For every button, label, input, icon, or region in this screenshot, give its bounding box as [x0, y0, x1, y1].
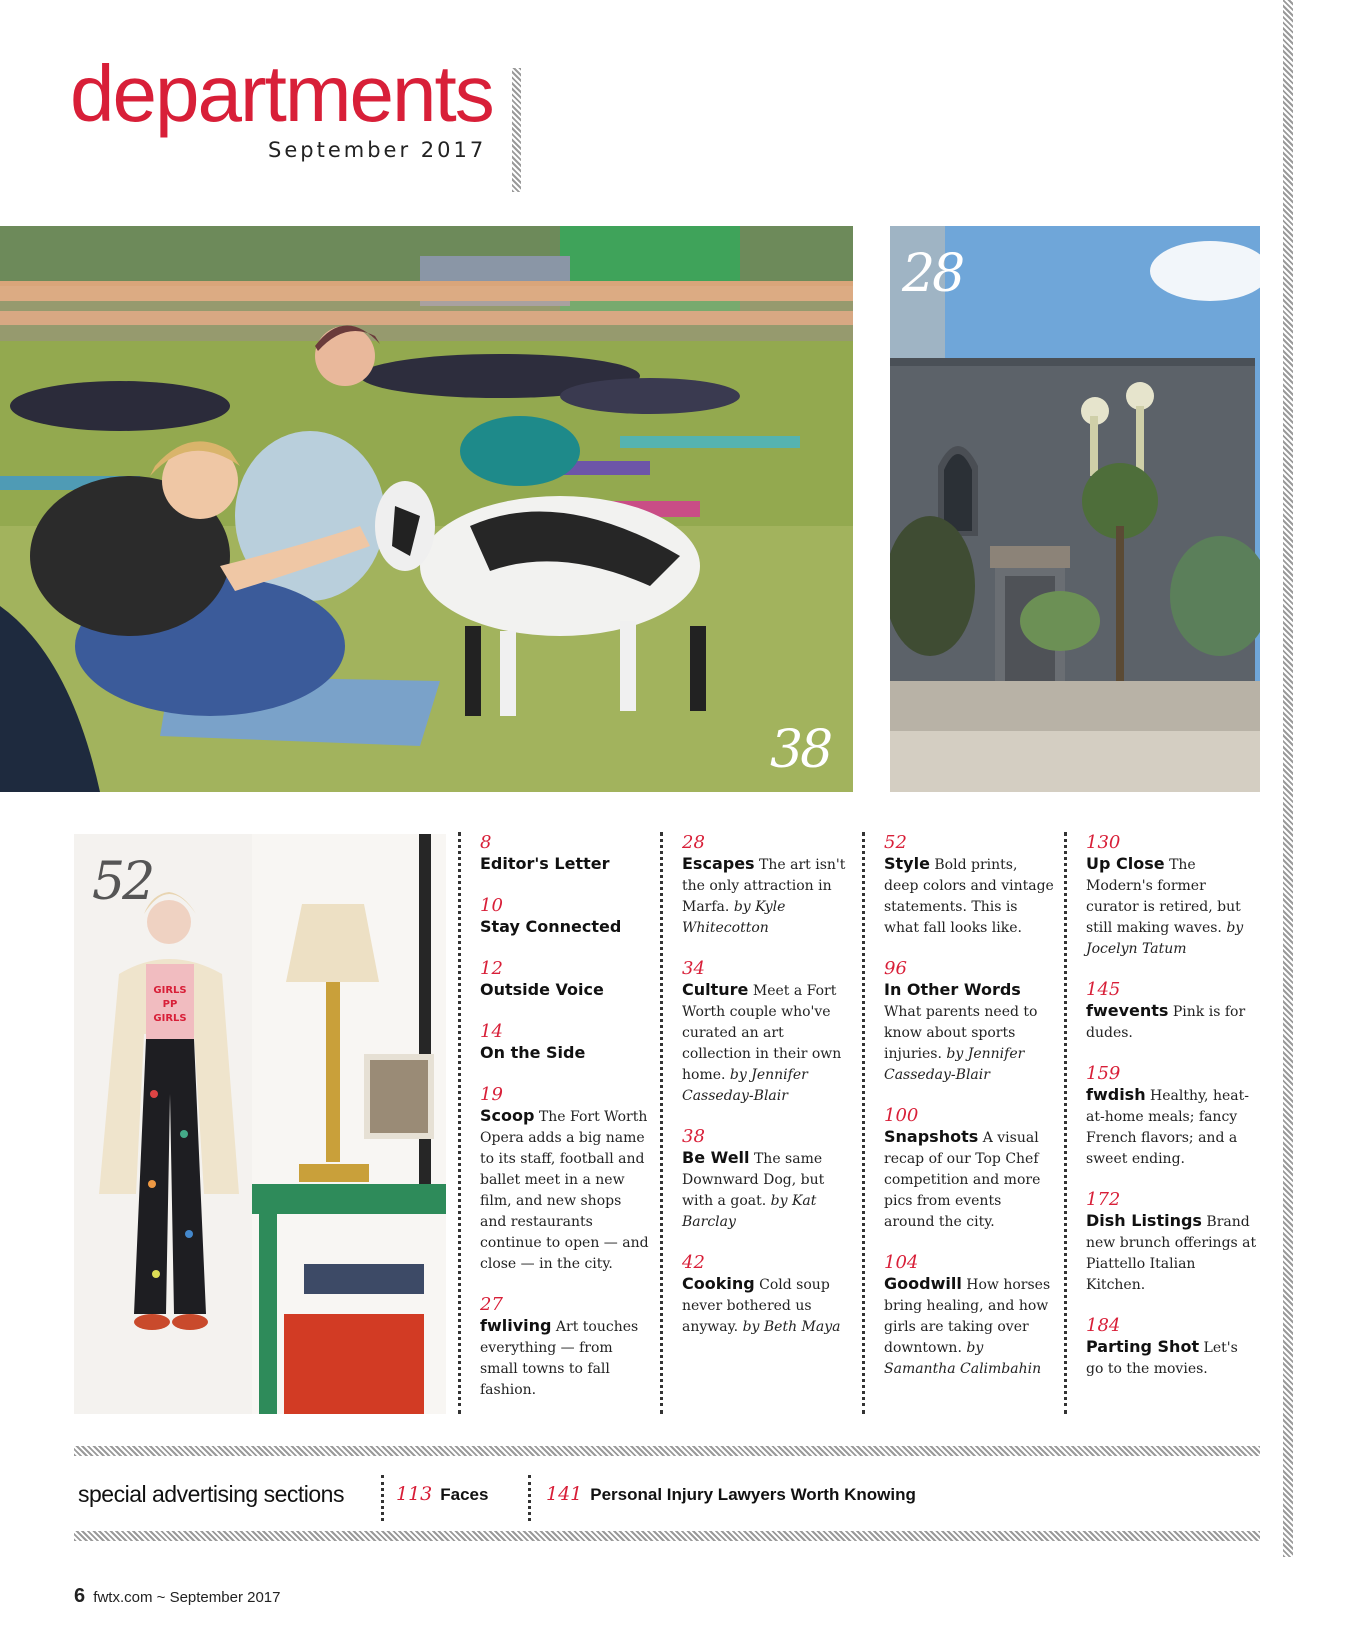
entry-byline: by Jennifer Casseday-Blair	[884, 1046, 1025, 1083]
entry-description: Meet a Fort Worth couple who've curated an art collection in their own home.	[682, 983, 842, 1083]
entry-description: The art isn't the only attraction in Marfa.	[682, 857, 846, 915]
toc-entry[interactable]	[1086, 1190, 1258, 1296]
entry-page: 184	[1086, 1315, 1121, 1336]
entry-heading: Stay Connected	[480, 917, 622, 936]
entry-page: 100	[884, 1105, 919, 1126]
photo-page-number: 38	[770, 720, 831, 780]
toc-entry[interactable]	[682, 833, 854, 939]
entry-heading: Style	[884, 854, 930, 873]
entry-heading: Culture	[682, 980, 749, 999]
toc-column-3	[884, 833, 1056, 1400]
entry-page: 38	[682, 1126, 705, 1147]
entry-description: A visual recap of our Top Chef competition and more pics from events around the city.	[884, 1130, 1041, 1230]
special-section-label: Faces	[440, 1485, 489, 1504]
right-hatch-rail	[1283, 0, 1293, 1557]
entry-description: The Fort Worth Opera adds a big name to its staff, football and ballet meet in a new film, and new shops and restaurants continue to open — and close — in the city.	[480, 1109, 649, 1272]
entry-page: 159	[1086, 1063, 1121, 1084]
entry-page: 10	[480, 895, 503, 916]
entry-heading: fwevents	[1086, 1001, 1169, 1020]
toc-entry[interactable]	[884, 1106, 1056, 1233]
entry-description: The Modern's former curator is retired, but still making waves.	[1086, 857, 1241, 936]
toc-entry[interactable]	[1086, 833, 1258, 960]
entry-heading: Escapes	[682, 854, 755, 873]
entry-page: 19	[480, 1084, 503, 1105]
toc-column-4	[1086, 833, 1258, 1400]
column-divider	[660, 832, 663, 1414]
toc-entry[interactable]	[480, 1085, 652, 1275]
entry-page: 14	[480, 1021, 503, 1042]
entry-heading: Goodwill	[884, 1274, 962, 1293]
toc-entry[interactable]	[480, 1022, 652, 1065]
entry-heading: Parting Shot	[1086, 1337, 1200, 1356]
page-title: departments	[70, 49, 493, 138]
entry-description: Cold soup never bothered us anyway.	[682, 1277, 830, 1335]
entry-description: How horses bring healing, and how girls are taking over downtown.	[884, 1277, 1051, 1356]
toc-entry[interactable]	[884, 1253, 1056, 1380]
column-divider	[458, 832, 461, 1414]
column-divider	[862, 832, 865, 1414]
special-section-page: 141	[546, 1483, 583, 1505]
entry-heading: Cooking	[682, 1274, 755, 1293]
toc-column-2	[682, 833, 854, 1358]
photo-page-number: 28	[902, 244, 963, 304]
entry-heading: On the Side	[480, 1043, 586, 1062]
title-hatch-rail	[512, 68, 521, 192]
entry-byline: by Jennifer Casseday-Blair	[682, 1067, 808, 1104]
issue-date: September 2017	[268, 138, 487, 162]
special-sections-divider	[528, 1475, 531, 1521]
entry-page: 52	[884, 832, 907, 853]
toc-entry[interactable]	[480, 896, 652, 939]
entry-heading: Editor's Letter	[480, 854, 610, 873]
photo-page-number: 52	[92, 852, 153, 912]
shirt-graphic	[140, 984, 200, 1026]
entry-page: 27	[480, 1294, 503, 1315]
entry-page: 42	[682, 1252, 705, 1273]
toc-entry[interactable]	[480, 1295, 652, 1401]
footer-page-number: 6	[74, 1585, 86, 1607]
entry-page: 8	[480, 832, 492, 853]
entry-page: 96	[884, 958, 907, 979]
special-section-label: Personal Injury Lawyers Worth Knowing	[590, 1485, 916, 1504]
entry-heading: Snapshots	[884, 1127, 979, 1146]
entry-page: 145	[1086, 979, 1121, 1000]
entry-page: 12	[480, 958, 503, 979]
entry-description: Pink is for dudes.	[1086, 1004, 1246, 1041]
entry-description: The same Downward Dog, but with a goat.	[682, 1151, 825, 1209]
column-divider	[1064, 832, 1067, 1414]
entry-byline: by Samantha Calimbahin	[884, 1340, 1042, 1377]
toc-entry[interactable]	[480, 959, 652, 1002]
entry-heading: fwdish	[1086, 1085, 1146, 1104]
photo-marfa-building	[890, 226, 1260, 792]
entry-description: What parents need to know about sports injuries.	[884, 1004, 1038, 1062]
entry-byline: by Kat Barclay	[682, 1193, 817, 1230]
toc-entry[interactable]	[682, 959, 854, 1107]
footer-text: fwtx.com ~ September 2017	[93, 1589, 281, 1606]
shirt-text-line: GIRLS	[153, 985, 187, 996]
special-sections-title: special advertising sections	[78, 1481, 344, 1507]
entry-page: 28	[682, 832, 705, 853]
photo-fashion	[74, 834, 446, 1414]
photo-goat-yoga	[0, 226, 853, 792]
special-section-lawyers[interactable]	[546, 1483, 916, 1505]
entry-heading: Outside Voice	[480, 980, 604, 999]
shirt-text-line: GIRLS	[153, 1013, 187, 1024]
toc-column-1	[480, 833, 652, 1421]
shirt-text-line: PP	[162, 999, 178, 1010]
toc-entry[interactable]	[682, 1127, 854, 1233]
special-section-page: 113	[396, 1483, 433, 1505]
entry-heading: In Other Words	[884, 980, 1021, 999]
entry-heading: Scoop	[480, 1106, 535, 1125]
toc-entry[interactable]	[1086, 1316, 1258, 1380]
entry-byline: by Beth Maya	[742, 1319, 841, 1335]
entry-page: 34	[682, 958, 705, 979]
entry-heading: fwliving	[480, 1316, 552, 1335]
toc-entry[interactable]	[480, 833, 652, 876]
toc-entry[interactable]	[884, 959, 1056, 1086]
entry-byline: by Jocelyn Tatum	[1086, 920, 1244, 957]
toc-entry[interactable]	[682, 1253, 854, 1338]
toc-entry[interactable]	[1086, 980, 1258, 1044]
section-hatch-rule-bottom	[74, 1531, 1260, 1541]
entry-description: Let's go to the movies.	[1086, 1340, 1238, 1377]
special-sections-divider	[381, 1475, 384, 1521]
entry-description: Healthy, heat-at-home meals; fancy French flavors; and a sweet ending.	[1086, 1088, 1249, 1167]
toc-entry[interactable]	[884, 833, 1056, 939]
section-hatch-rule-top	[74, 1446, 1260, 1456]
entry-description: Art touches everything — from small towns to fall fashion.	[480, 1319, 639, 1398]
entry-page: 130	[1086, 832, 1121, 853]
entry-page: 104	[884, 1252, 919, 1273]
page-footer	[74, 1585, 280, 1608]
entry-description: Bold prints, deep colors and vintage statements. This is what fall looks like.	[884, 857, 1054, 936]
toc-entry[interactable]	[1086, 1064, 1258, 1170]
entry-page: 172	[1086, 1189, 1121, 1210]
entry-byline: by Kyle Whitecotton	[682, 899, 786, 936]
entry-heading: Dish Listings	[1086, 1211, 1202, 1230]
entry-description: Brand new brunch offerings at Piattello Italian Kitchen.	[1086, 1214, 1257, 1293]
entry-heading: Up Close	[1086, 854, 1165, 873]
entry-heading: Be Well	[682, 1148, 750, 1167]
special-section-faces[interactable]	[396, 1483, 488, 1505]
